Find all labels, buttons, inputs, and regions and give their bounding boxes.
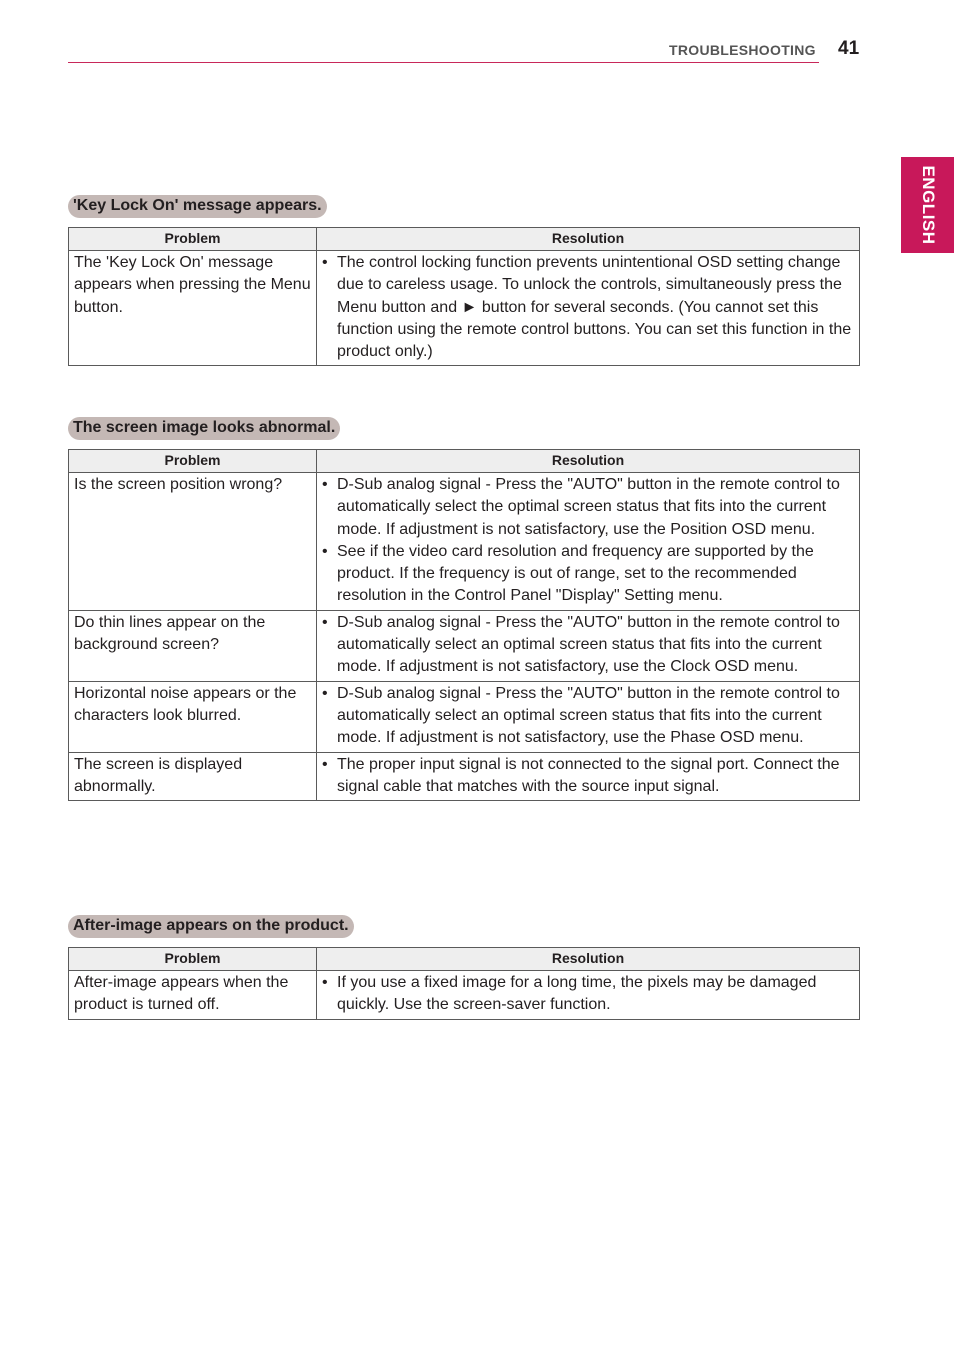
table-row (69, 752, 860, 801)
resolution-cell (317, 971, 860, 1020)
column-header-resolution: Resolution (317, 450, 860, 473)
troubleshooting-table (68, 947, 860, 1020)
table-row (69, 473, 860, 611)
problem-cell: Horizontal noise appears or the characters look blurred. (69, 681, 317, 752)
section-key-lock (68, 195, 860, 366)
language-tab (901, 157, 954, 253)
column-header-problem: Problem (69, 450, 317, 473)
header-section-title: TROUBLESHOOTING (669, 42, 816, 58)
table-row (69, 681, 860, 752)
table-row (69, 971, 860, 1020)
resolution-item: • If you use a fixed image for a long time, the pixels may be damaged quickly. Use the screen-saver function. (322, 972, 853, 1017)
problem-cell: Is the screen position wrong? (69, 473, 317, 611)
resolution-list (322, 683, 853, 750)
resolution-cell (317, 752, 860, 801)
section-after-image (68, 915, 860, 1020)
column-header-problem: Problem (69, 228, 317, 251)
resolution-list (322, 612, 853, 679)
troubleshooting-table (68, 449, 860, 801)
section-heading: After-image appears on the product. (68, 915, 354, 938)
resolution-item: • See if the video card resolution and frequency are supported by the product. If the frequency is out of range, set to the recommended resolution in the Control Panel "Display" Setting menu. (322, 541, 853, 608)
problem-cell: The 'Key Lock On' message appears when pressing the Menu button. (69, 251, 317, 366)
language-tab-label: ENGLISH (918, 165, 938, 245)
table-row (69, 610, 860, 681)
table-header-row (69, 948, 860, 971)
page-number: 41 (838, 38, 860, 59)
table-row (69, 251, 860, 366)
resolution-item: • The proper input signal is not connected to the signal port. Connect the signal cable that matches with the source input signal. (322, 754, 853, 799)
section-heading: The screen image looks abnormal. (68, 417, 340, 440)
resolution-cell (317, 251, 860, 366)
resolution-item: • D-Sub analog signal - Press the "AUTO" button in the remote control to automatically select an optimal screen status that fits into the current mode. If adjustment is not satisfactory, use the Clock OSD menu. (322, 612, 853, 679)
resolution-list (322, 972, 853, 1017)
resolution-cell (317, 473, 860, 611)
resolution-item: • D-Sub analog signal - Press the "AUTO" button in the remote control to automatically select an optimal screen status that fits into the current mode. If adjustment is not satisfactory, use the Phase OSD menu. (322, 683, 853, 750)
problem-cell: After-image appears when the product is turned off. (69, 971, 317, 1020)
resolution-list (322, 474, 853, 608)
problem-cell: Do thin lines appear on the background screen? (69, 610, 317, 681)
problem-cell: The screen is displayed abnormally. (69, 752, 317, 801)
section-heading: 'Key Lock On' message appears. (68, 195, 327, 218)
table-header-row (69, 450, 860, 473)
column-header-problem: Problem (69, 948, 317, 971)
troubleshooting-table (68, 227, 860, 366)
column-header-resolution: Resolution (317, 228, 860, 251)
resolution-list (322, 754, 853, 799)
resolution-item: • The control locking function prevents unintentional OSD setting change due to careless usage. To unlock the controls, simultaneously press the Menu button and ► button for several seconds. (You cannot set this function using the remote control buttons. You can set this function in the product only.) (322, 252, 853, 363)
resolution-list (322, 252, 853, 363)
header-divider (68, 62, 819, 63)
resolution-cell (317, 681, 860, 752)
column-header-resolution: Resolution (317, 948, 860, 971)
section-abnormal-image (68, 417, 860, 801)
resolution-cell (317, 610, 860, 681)
table-header-row (69, 228, 860, 251)
resolution-item: • D-Sub analog signal - Press the "AUTO" button in the remote control to automatically select the optimal screen status that fits into the current mode. If adjustment is not satisfactory, use the Position OSD menu. (322, 474, 853, 541)
